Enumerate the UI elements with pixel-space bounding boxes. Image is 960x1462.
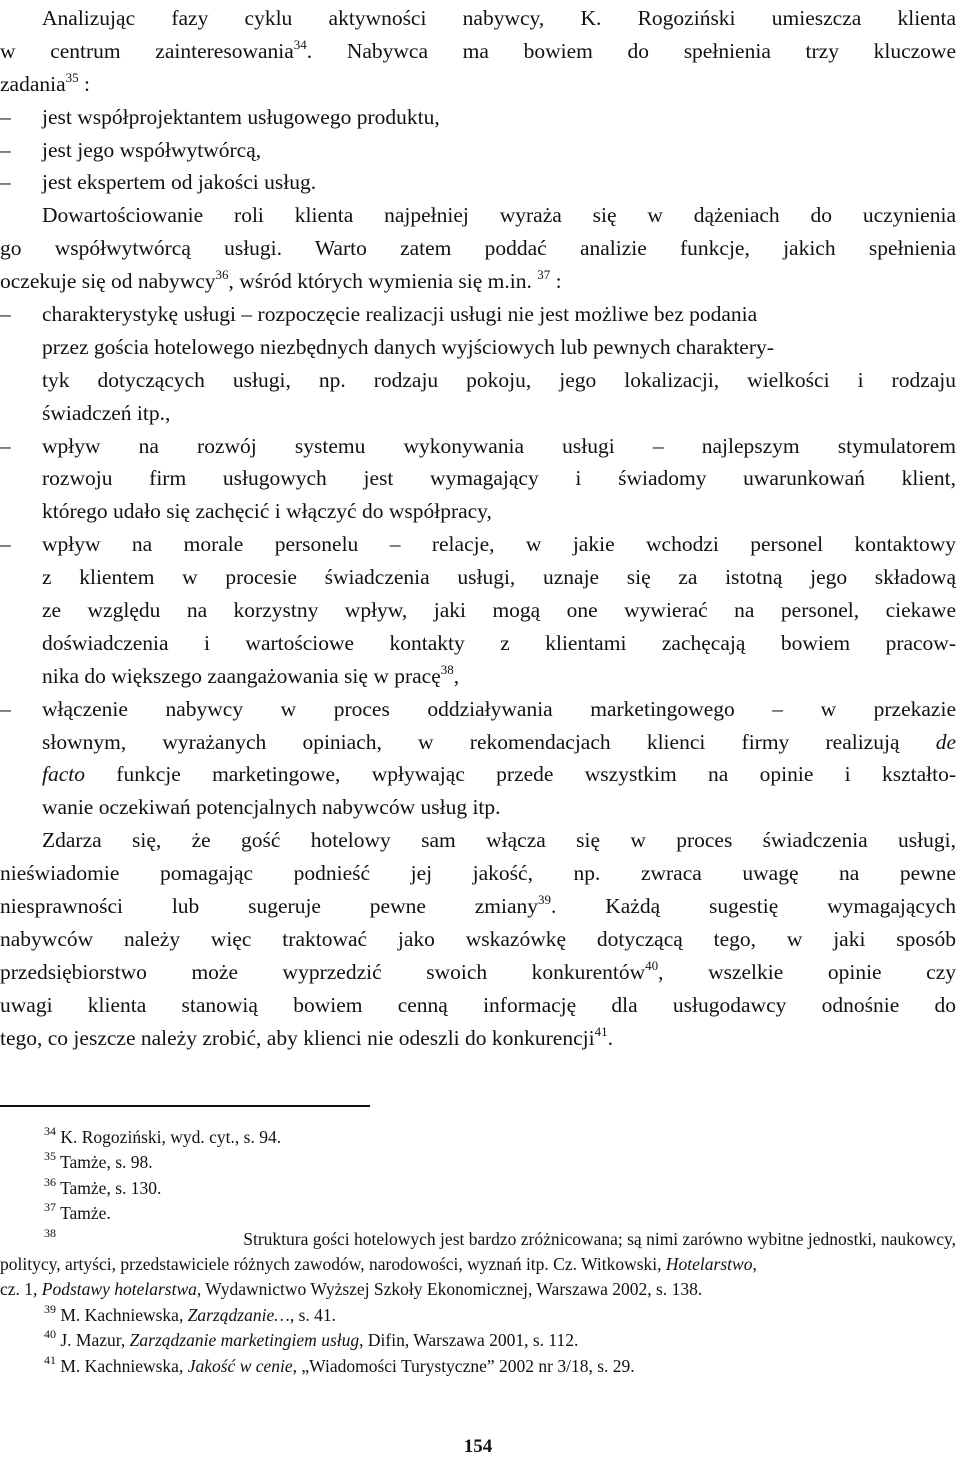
text-line: przedsiębiorstwo może wyprzedzić swoich konkurentów$^{40}$, wszelkie opinie czy: [0, 957, 956, 984]
text-line: go współwytwórcą usługi. Warto zatem poddać analizie funkcje, jakich spełnienia: [0, 236, 956, 261]
footnote-number: 37: [44, 1200, 56, 1215]
footnote-number: 39: [44, 1301, 56, 1316]
text-line: facto funkcje marketingowe, wpływając przede wszystkim na opinie i kształto-: [42, 762, 956, 787]
footnote-ref[interactable]: 37: [537, 267, 551, 283]
footnote: $^{41}$ M. Kachniewska, Jakość w cenie, „Wiadomości Turystyczne” 2002 nr 3/18, s. 29.: [44, 1352, 635, 1376]
footnote-number: 36: [44, 1174, 56, 1189]
footnote: $^{38}$ Struktura gości hotelowych jest bardzo zróżnicowana; są nimi zarówno wybitne jednostki, naukowcy,: [44, 1225, 956, 1249]
text-line: nieświadomie pomagając podnieść jej jakość, np. zwraca uwagę na pewne: [0, 861, 956, 886]
text-line: Zdarza się, że gość hotelowy sam włącza się w proces świadczenia usługi,: [42, 828, 956, 853]
footnote: $^{36}$ Tamże, s. 130.: [44, 1174, 162, 1198]
text-line: nika do większego zaangażowania się w pracę$^{38}$,: [42, 661, 460, 688]
footnote-number: 34: [44, 1124, 56, 1138]
footnote-number: 35: [44, 1149, 56, 1164]
text-line: Dowartościowanie roli klienta najpełniej wyraża się w dążeniach do uczynienia: [42, 203, 956, 228]
footnote-ref[interactable]: 41: [594, 1023, 608, 1039]
text-line: nabywców należy więc traktować jako wskazówkę dotyczącą tego, w jaki sposób: [0, 926, 956, 951]
text-line: doświadczenia i wartościowe kontakty z klientami zachęcają bowiem pracow-: [42, 630, 956, 655]
footnote-ref[interactable]: 34: [293, 36, 307, 52]
dash-bullet: –: [0, 433, 11, 458]
footnote-continuation: cz. 1, Podstawy hotelarstwa, Wydawnictwo Wyższej Szkoły Ekonomicznej, Warszawa 2002, s. 138.: [0, 1279, 703, 1300]
footnote-ref[interactable]: 39: [538, 892, 552, 908]
text-line: zadania$^{35}$ :: [0, 69, 91, 96]
dash-bullet: –: [0, 532, 11, 557]
footnote: $^{35}$ Tamże, s. 98.: [44, 1149, 153, 1173]
dash-bullet: –: [0, 104, 11, 129]
footnote: $^{34}$ K. Rogoziński, wyd. cyt., s. 94.: [44, 1124, 282, 1147]
text-line: tyk dotyczących usługi, np. rodzaju pokoju, jego lokalizacji, wielkości i rodzaju: [42, 367, 956, 392]
footnote-separator: [0, 1105, 370, 1107]
dash-bullet: –: [0, 696, 11, 721]
text-line: słownym, wyrażanych opiniach, w rekomendacjach klienci firmy realizują de: [42, 729, 956, 754]
text-line: oczekuje się od nabywcy$^{36}$, wśród których wymienia się m.in. $^{37}$ :: [0, 267, 562, 294]
footnote-number: 41: [44, 1352, 56, 1367]
text-line: w centrum zainteresowania$^{34}$. Nabywca ma bowiem do spełnienia trzy kluczowe: [0, 36, 956, 63]
footnote-ref[interactable]: 38: [440, 661, 454, 677]
text-line: tego, co jeszcze należy zrobić, aby klienci nie odeszli do konkurencji$^{41}$.: [0, 1023, 613, 1050]
list-item: – wpływ na rozwój systemu wykonywania usługi – najlepszym stymulatorem: [0, 430, 956, 463]
list-item: – włączenie nabywcy w proces oddziaływania marketingowego – w przekazie: [0, 693, 956, 726]
text-line: świadczeń itp.,: [42, 400, 171, 425]
text-line: uwagi klienta stanowią bowiem cenną informację dla usługodawcy odnośnie do: [0, 992, 956, 1017]
footnote: $^{37}$ Tamże.: [44, 1200, 111, 1224]
page-number: 154: [463, 1436, 493, 1457]
footnote-line: politycy, artyści, przedstawiciele różnych zawodów, narodowości, wyznań itp. Cz. Witkowski, Hotelarstwo,: [0, 1253, 757, 1274]
footnote-ref[interactable]: 40: [645, 957, 659, 973]
list-item: – jest jego współwytwórcą,: [0, 134, 956, 167]
list-item: – charakterystykę usługi – rozpoczęcie realizacji usługi nie jest możliwe bez podania: [0, 298, 956, 331]
footnotes: [0, 1125, 956, 1379]
dash-bullet: –: [0, 170, 11, 195]
text-line: którego udało się zachęcić i włączyć do współpracy,: [42, 499, 492, 524]
body-text: [0, 2, 956, 1055]
footnote: $^{39}$ M. Kachniewska, Zarządzanie…, s. 41.: [44, 1301, 336, 1325]
text-line: rozwoju firm usługowych jest wymagający i świadomy uwarunkowań klient,: [42, 466, 956, 491]
text-line: przez gościa hotelowego niezbędnych danych wyjściowych lub pewnych charaktery-: [42, 334, 774, 359]
text-line: Analizując fazy cyklu aktywności nabywcy, K. Rogoziński umieszcza klienta: [42, 6, 956, 30]
text-line: ze względu na korzystny wpływ, jaki mogą one wywierać na personel, ciekawe: [42, 598, 956, 623]
list-item: – jest ekspertem od jakości usług.: [0, 166, 956, 199]
list-item: – jest współprojektantem usługowego produktu,: [0, 101, 956, 134]
dash-bullet: –: [0, 137, 11, 162]
footnote-number: 40: [44, 1327, 56, 1342]
text-line: z klientem w procesie świadczenia usługi, uznaje się za istotną jego składową: [42, 565, 956, 590]
footnote-ref[interactable]: 36: [215, 267, 229, 283]
footnote-continuation: [0, 1252, 956, 1277]
footnote: $^{40}$ J. Mazur, Zarządzanie marketingiem usług, Difin, Warszawa 2001, s. 112.: [44, 1327, 579, 1351]
text-line: niesprawności lub sugeruje pewne zmiany$^{39}$. Każdą sugestię wymagających: [0, 892, 957, 919]
dash-bullet: –: [0, 302, 11, 327]
text-line: wanie oczekiwań potencjalnych nabywców usług itp.: [42, 795, 501, 820]
list-item: – wpływ na morale personelu – relacje, w jakie wchodzi personel kontaktowy: [0, 528, 956, 561]
footnote-number: 38: [44, 1225, 56, 1240]
footnote-ref[interactable]: 35: [65, 69, 79, 85]
